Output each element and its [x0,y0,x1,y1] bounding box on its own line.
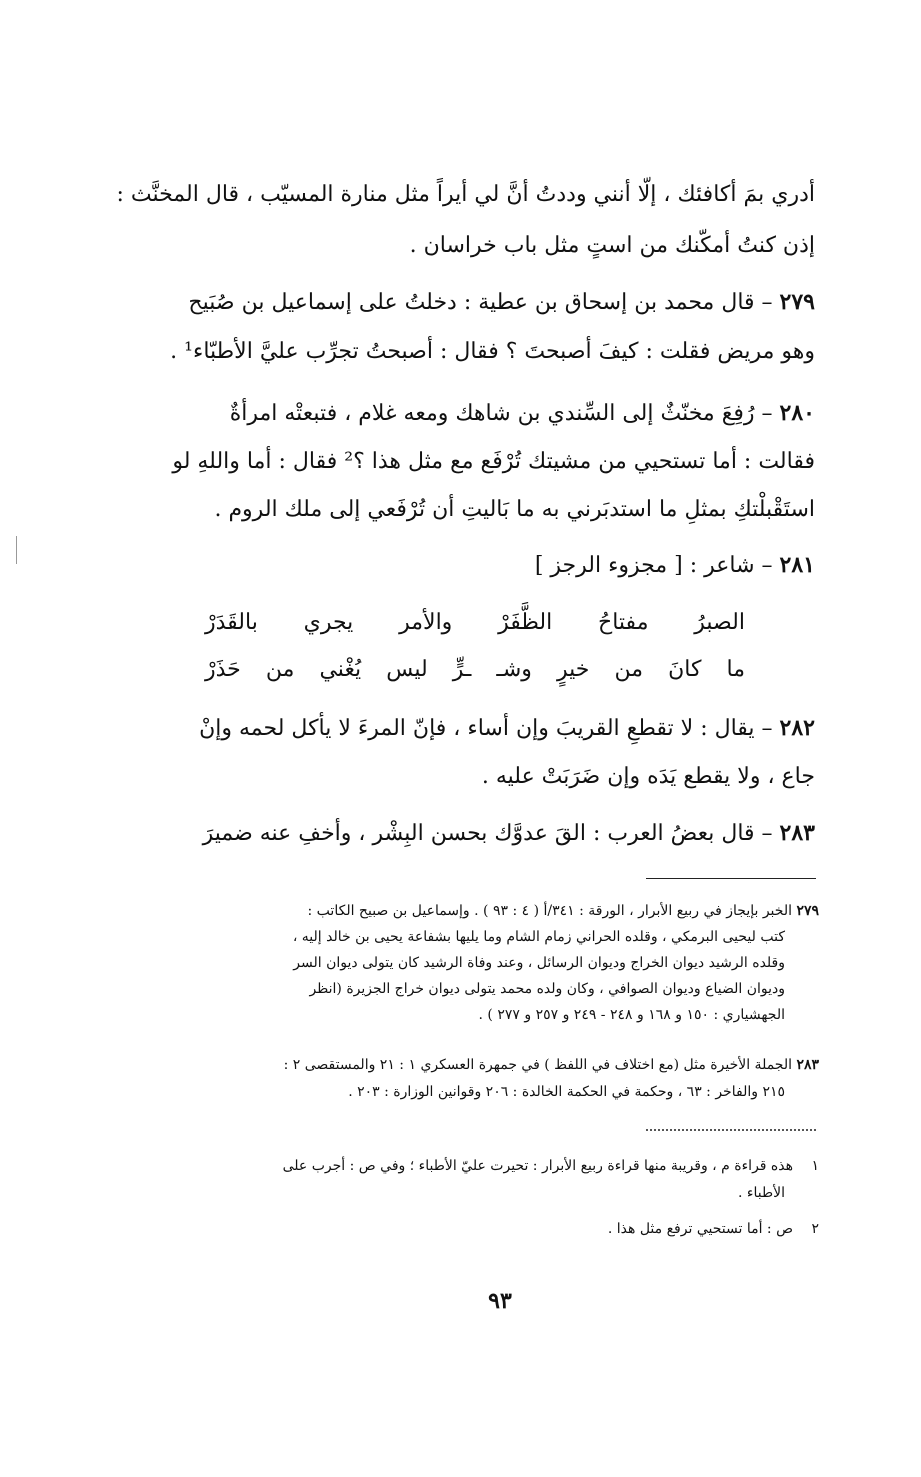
verse-word: من [265,657,295,682]
verse-word: والأمر [399,610,453,635]
verse-word: مفتاحُ [598,610,649,635]
entry-283-line [203,820,815,846]
verse-word: خيرٍ [557,657,590,682]
dash: – [754,553,773,578]
entry-text: شاعر : [ مجزوء الرجز ] [534,553,755,578]
verse-word: من [614,657,643,682]
footnote-text: الخبر بإيجاز في ربيع الأبرار ، الورقة : ٣٤١/أ ( ٤ : ٩٣ ) . وإسماعيل بن صبيح الكاتب : [307,903,792,919]
paragraph-line: أدري بمَ أكافئك ، إلّا أنني وددتُ أنَّ لي أيراً مثل منارة المسيّب ، قال المخنَّث : [116,182,815,207]
verse-word: حَذَرْ [205,657,241,682]
entry-number: ٢٨٢ [779,715,815,741]
entry-text: رُفِعَ مخنّثٌ إلى السِّندي بن شاهك ومعه غلام ، فتبعتْه امرأةٌ [229,401,755,426]
entry-number: ٢٨٠ [779,400,815,426]
entry-number: ٢٨٣ [779,820,815,846]
dash: – [754,290,773,315]
verse-word: ما [726,657,745,682]
footnote-text: الجملة الأخيرة مثل (مع اختلاف في اللفظ ) في جمهرة العسكري ١ : ٢١ والمستقصى ٢ : [283,1057,792,1073]
paragraph-line: وهو مريض فقلت : كيفَ أصبحتَ ؟ فقال : أصبحتُ تجرِّب عليَّ الأطبّاء¹ . [170,339,815,364]
entry-text: يقال : لا تقطعِ القريبَ وإن أساء ، فإنّ المرءَ لا يأكل لحمه وإنْ [199,716,755,741]
verse-word: ليس [386,657,428,682]
note-text: ص : أما تستحيي ترفع مثل هذا . [607,1221,794,1237]
entry-281-line [535,552,815,578]
footnote-line: وقلده الرشيد ديوان الخراج وديوان الرسائل ، وعند وفاة الرشيد كان يتولى ديوان السر [293,955,785,971]
entry-text: قال بعضُ العرب : القَ عدوَّك بحسن البِشْر ، وأخفِ عنه ضميرَ [202,821,755,846]
footnote-283 [149,1057,819,1107]
verse-line-1 [205,610,745,635]
footnote-line: وديوان الضياع وديوان الصوافي ، وكان ولده محمد يتولى ديوان خراج الجزيرة (انظر [309,981,785,997]
page-number: ٩٣ [488,1288,512,1314]
footnote-279 [149,903,819,1023]
verse-word: الظَّفَرْ [498,610,553,635]
verse-word: كانَ [668,657,702,682]
dash: – [754,821,773,846]
entry-280-line [230,400,815,426]
entry-282-line [199,715,815,741]
margin-mark [16,536,17,564]
verse-word: يجري [303,610,354,635]
note-text: هذه قراءة م ، وقريبة منها قراءة ربيع الأبرار : تحيرت عليّ الأطباء ؛ وفي ص : أجرب على [282,1158,794,1174]
footnote-line: كتب ليحيى البرمكي ، وقلده الحراني زمام الشام وما يليها بشفاعة يحيى بن خالد إليه ، [292,929,785,945]
dash: – [754,401,773,426]
verse-word: بالقَدَرْ [205,610,258,635]
verse-line-2 [205,657,745,682]
paragraph-line: جاع ، ولا يقطع يَدَه وإن ضَرَبَتْ عليه . [481,764,815,789]
verse-word: الصبرُ [694,610,745,635]
footnote-rule [646,878,816,879]
entry-text: قال محمد بن إسحاق بن عطية : دخلتُ على إسماعيل بن صُبَيح [188,290,755,315]
variant-notes-separator [646,1129,816,1131]
note-number: ٢ [811,1221,819,1237]
entry-number: ٢٧٩ [779,289,815,315]
paragraph-line: استَقْبلْتكِ بمثلِ ما استدبَرني به ما بَاليتِ أن تُرْفَعي إلى ملك الروم . [214,497,815,522]
verse-word: وشـ [496,657,532,682]
note-line: الأطباء . [738,1185,785,1201]
paragraph-line: إذن كنتُ أمكّنك من استٍ مثل باب خراسان . [409,233,815,258]
main-text [116,0,815,880]
note-number: ١ [811,1158,819,1174]
verse-word: يُغْني [319,657,362,682]
footnote-line: الجهشياري : ١٥٠ و ١٦٨ و ٢٤٨ - ٢٤٩ و ٢٥٧ و ٢٧٧ ) . [478,1007,785,1023]
verse-word: ـرٍّ [452,657,472,682]
entry-279-line [188,289,815,315]
footnote-line: ٢١٥ والفاخر : ٦٣ ، وحكمة في الحكمة الخالدة : ٢٠٦ وقوانين الوزارة : ٢٠٣ . [348,1084,785,1100]
entry-number: ٢٨١ [779,552,815,578]
paragraph-line: فقالت : أما تستحيي من مشيتك تُرْفَع مع مثل هذا ؟² فقال : أما واللهِ لو [172,449,815,474]
variant-note-2 [149,1221,819,1237]
variant-note-1 [149,1158,819,1208]
footnote-number: ٢٨٣ [796,1057,819,1073]
footnote-number: ٢٧٩ [796,903,819,919]
dash: – [754,716,773,741]
